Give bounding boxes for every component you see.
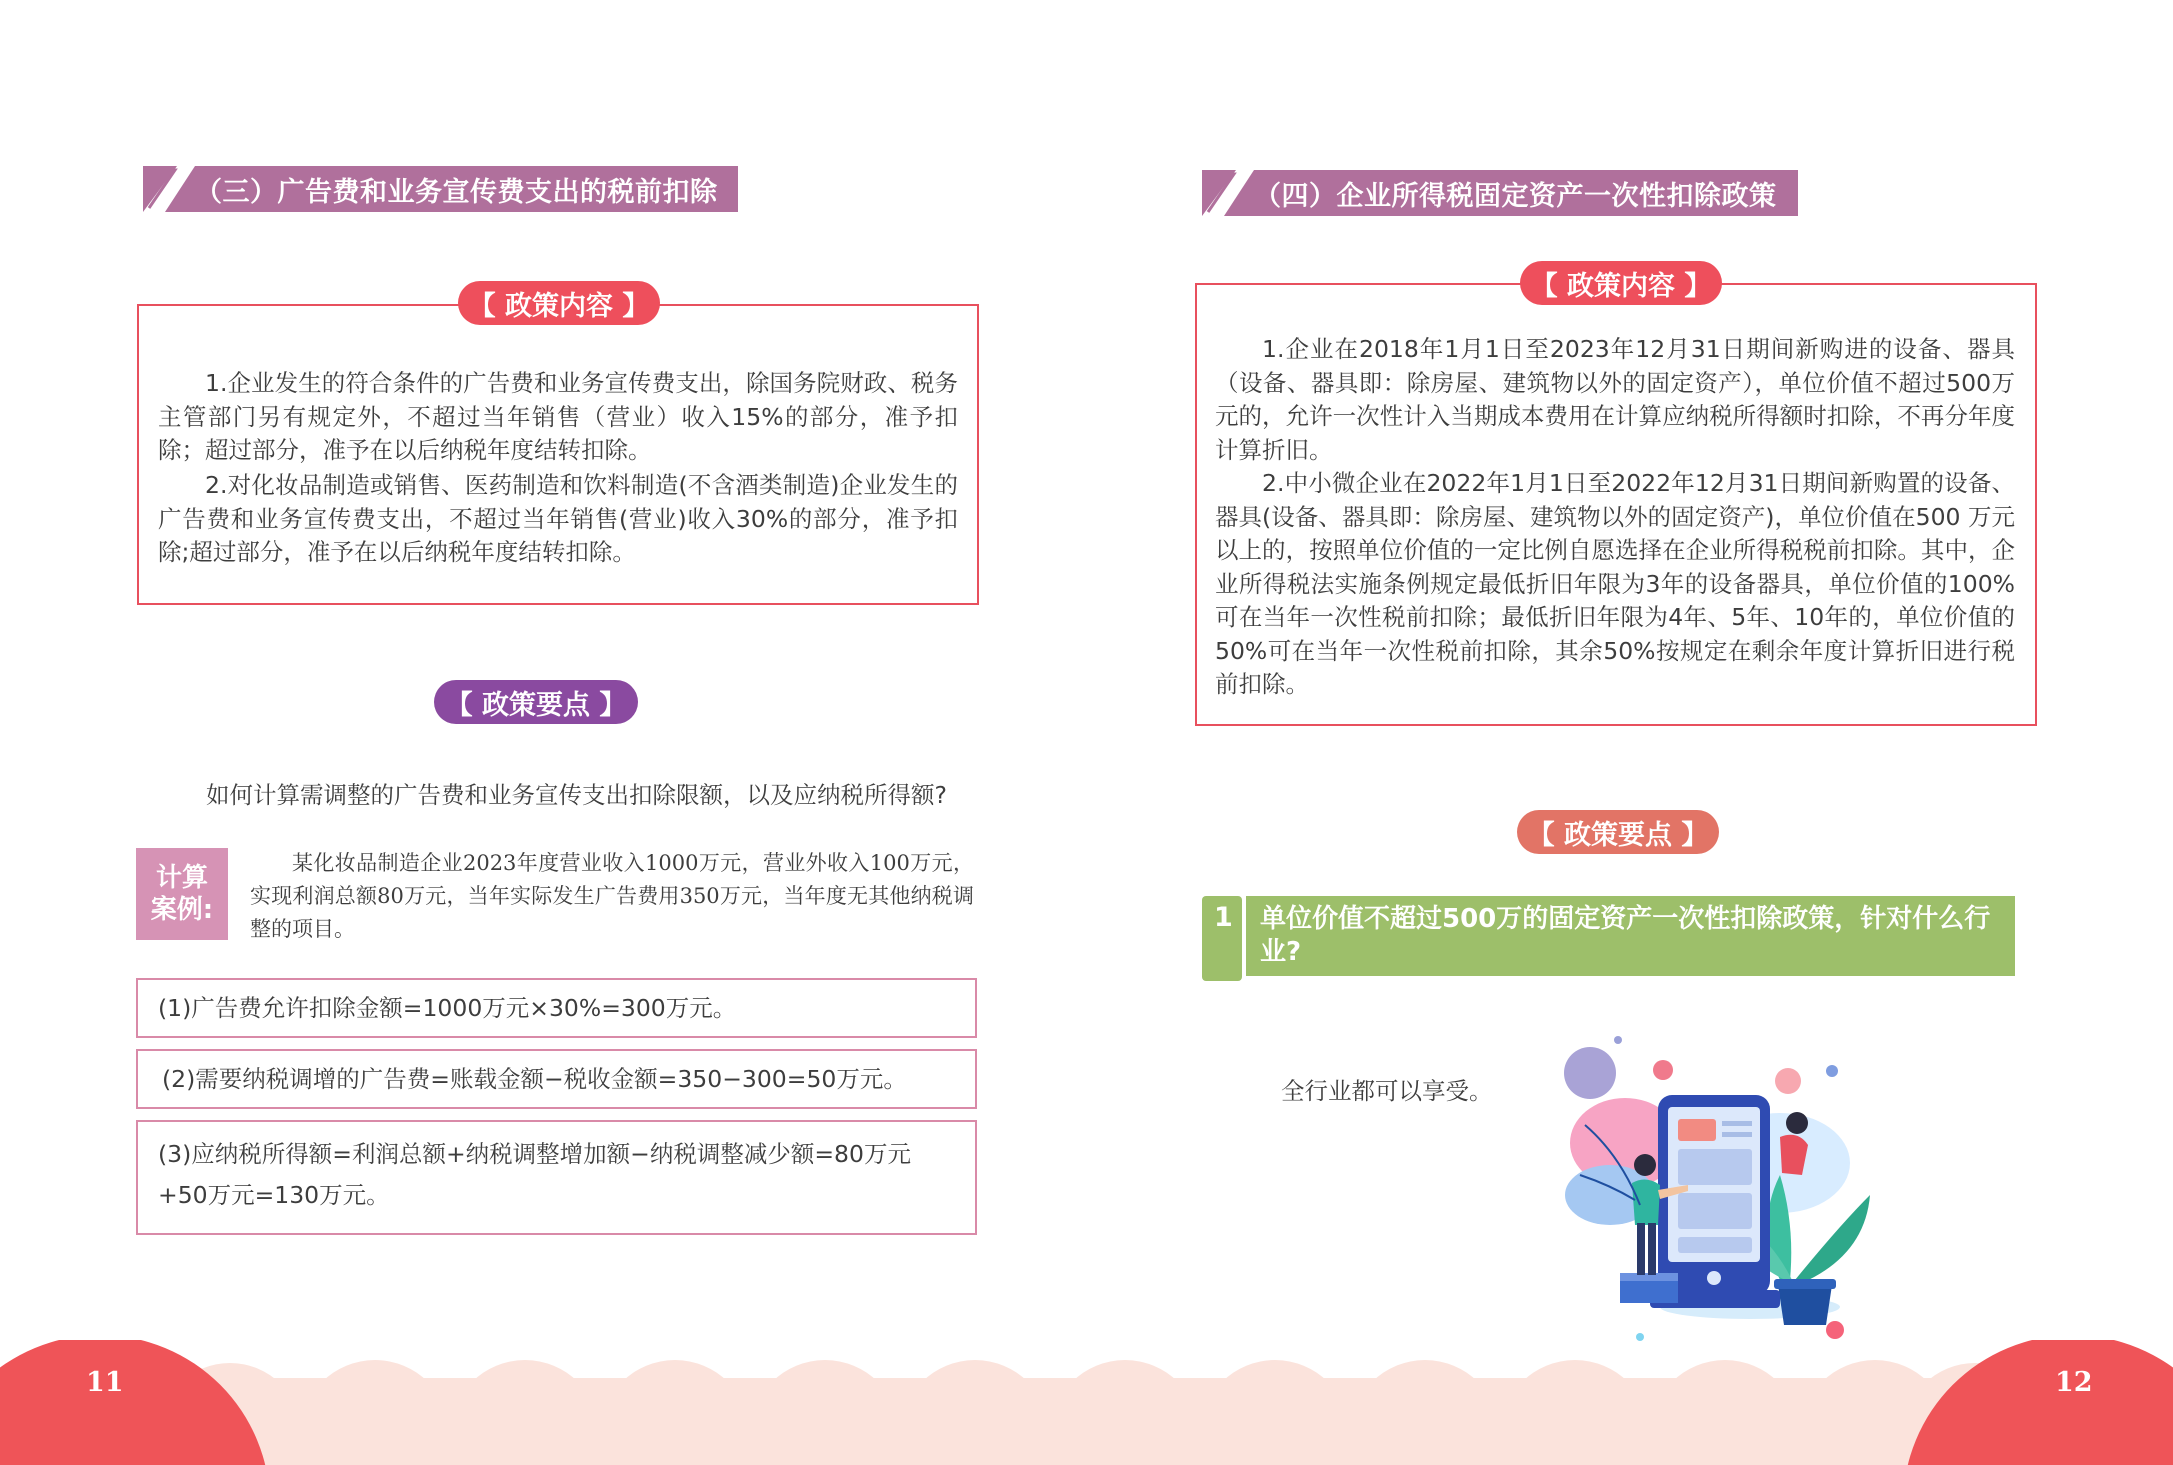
question-bar [1246,896,2015,976]
policy-paragraph-1: 1.企业在2018年1月1日至2023年12月31日期间新购进的设备、器具（设备、器具即：除房屋、建筑物以外的固定资产），单位价值不超过500万元的，允许一次性计入当期成本费用在计算应纳税所得额时扣除，不再分年度计算折旧。 [1215,335,2015,464]
section-header-left [137,166,738,212]
policy-points-pill-right: 【 政策要点 】 [1517,810,1719,854]
calc-step-2: (2)需要纳税调增的广告费=账载金额−税收金额=350−300=50万元。 [136,1049,977,1109]
question-number: 1 [1214,902,1233,933]
calc-question: 如何计算需调整的广告费和业务宣传支出扣除限额，以及应纳税所得额? [206,781,947,809]
question-number-tab [1202,896,1242,981]
chevron-arrow-icon [137,166,195,212]
person-using-phone-illustration [1540,1025,1920,1355]
page-number-right: 12 [2055,1367,2093,1398]
page-number-left: 11 [86,1367,124,1398]
calc-step-3: (3)应纳税所得额=利润总额+纳税调整增加额−纳税调整减少额=80万元+50万元=130万元。 [136,1120,977,1235]
calc-step-1: (1)广告费允许扣除金额=1000万元×30%=300万元。 [136,978,977,1038]
section-title: （三）广告费和业务宣传费支出的税前扣除 [195,176,718,208]
section-header-right [1196,170,1798,216]
case-tag [136,848,228,940]
policy-points-pill-left: 【 政策要点 】 [434,680,638,724]
policy-paragraph-1: 1.企业发生的符合条件的广告费和业务宣传费支出，除国务院财政、税务主管部门另有规定外，不超过当年销售（营业）收入15%的部分，准予扣除；超过部分，准予在以后纳税年度结转扣除。 [158,369,958,464]
section-title: （四）企业所得税固定资产一次性扣除政策 [1254,180,1777,212]
case-description: 某化妆品制造企业2023年度营业收入1000万元，营业外收入100万元，实现利润总额80万元，当年实际发生广告费用350万元，当年度无其他纳税调整的项目。 [250,851,974,941]
policy-content-pill-right: 【 政策内容 】 [1520,261,1722,305]
footer-wave-decoration [0,1340,2173,1465]
case-tag-label: 计算案例: [150,863,214,925]
policy-paragraph-2: 2.中小微企业在2022年1月1日至2022年12月31日期间新购置的设备、器具(设备、器具即：除房屋、建筑物以外的固定资产)，单位价值在500 万元以上的，按照单位价值的一定比例自愿选择在企业所得税税前扣除。其中，企业所得税法实施条例规定最低折旧年限为3年的设备器具，单位价值的100%可在当年一次性税前扣除；最低折旧年限为4年、5年、10年的，单位价值的50%可在当年一次性税前扣除，其余50%按规定在剩余年度计算折旧进行税前扣除。 [1215,469,2015,698]
chevron-arrow-icon [1196,170,1254,216]
answer-text: 全行业都可以享受。 [1281,1077,1493,1105]
policy-paragraph-2: 2.对化妆品制造或销售、医药制造和饮料制造(不含酒类制造)企业发生的广告费和业务宣传费支出，不超过当年销售(营业)收入30%的部分，准予扣除;超过部分，准予在以后纳税年度结转扣除。 [158,471,958,566]
policy-content-pill-left: 【 政策内容 】 [458,281,660,325]
question-text: 单位价值不超过500万的固定资产一次性扣除政策，针对什么行业? [1260,904,1991,967]
